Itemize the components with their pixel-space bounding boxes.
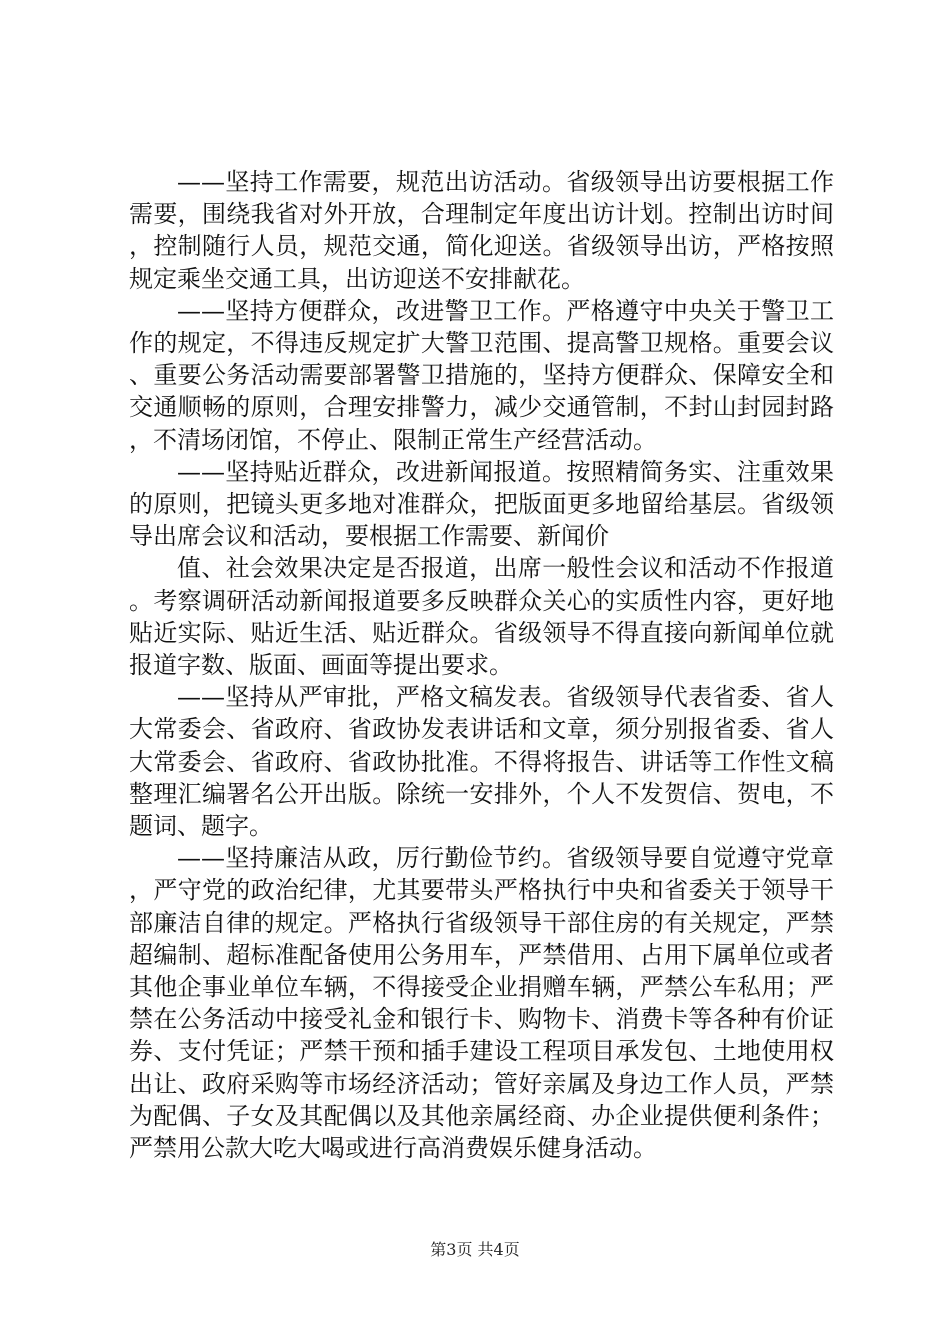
page-number-footer: 第3页 共4页: [430, 1240, 520, 1259]
paragraph-manuscript-approval: ——坚持从严审批，严格文稿发表。省级领导代表省委、省人大常委会、省政府、省政协发表讲话和文章，须分别报省委、省人大常委会、省政府、省政协批准。不得将报告、讲话等工作性文稿整理汇编署名公开出版。除统一安排外，个人不发贺信、贺电，不题词、题字。: [129, 683, 834, 841]
paragraph-security-work: ——坚持方便群众，改进警卫工作。严格遵守中央关于警卫工作的规定，不得违反规定扩大警卫范围、提高警卫规格。重要会议、重要公务活动需要部署警卫措施的，坚持方便群众、保障安全和交通顺畅的原则，合理安排警力，减少交通管制，不封山封园封路，不清场闭馆，不停止、限制正常生产经营活动。: [129, 296, 834, 454]
paragraph-outbound-visits: ——坚持工作需要，规范出访活动。省级领导出访要根据工作需要，围绕我省对外开放，合理制定年度出访计划。控制出访时间，控制随行人员，规范交通，简化迎送。省级领导出访，严格按照规定乘坐交通工具，出访迎送不安排献花。: [129, 168, 834, 293]
document-body: [129, 166, 834, 1164]
paragraph-news-reporting: ——坚持贴近群众，改进新闻报道。按照精简务实、注重效果的原则，把镜头更多地对准群众，把版面更多地留给基层。省级领导出席会议和活动，要根据工作需要、新闻价: [129, 457, 834, 551]
paragraph-clean-governance: ——坚持廉洁从政，厉行勤俭节约。省级领导要自觉遵守党章，严守党的政治纪律，尤其要带头严格执行中央和省委关于领导干部廉洁自律的规定。严格执行省级领导干部住房的有关规定，严禁超编制、超标准配备使用公务用车，严禁借用、占用下属单位或者其他企事业单位车辆，不得接受企业捐赠车辆，严禁公车私用；严禁在公务活动中接受礼金和银行卡、购物卡、消费卡等各种有价证券、支付凭证；严禁干预和插手建设工程项目承发包、土地使用权出让、政府采购等市场经济活动；管好亲属及身边工作人员，严禁为配偶、子女及其配偶以及其他亲属经商、办企业提供便利条件；严禁用公款大吃大喝或进行高消费娱乐健身活动。: [129, 844, 834, 1163]
paragraph-news-reporting-continued: 值、社会效果决定是否报道，出席一般性会议和活动不作报道。考察调研活动新闻报道要多反映群众关心的实质性内容，更好地贴近实际、贴近生活、贴近群众。省级领导不得直接向新闻单位就报道字数、版面、画面等提出要求。: [129, 554, 834, 680]
